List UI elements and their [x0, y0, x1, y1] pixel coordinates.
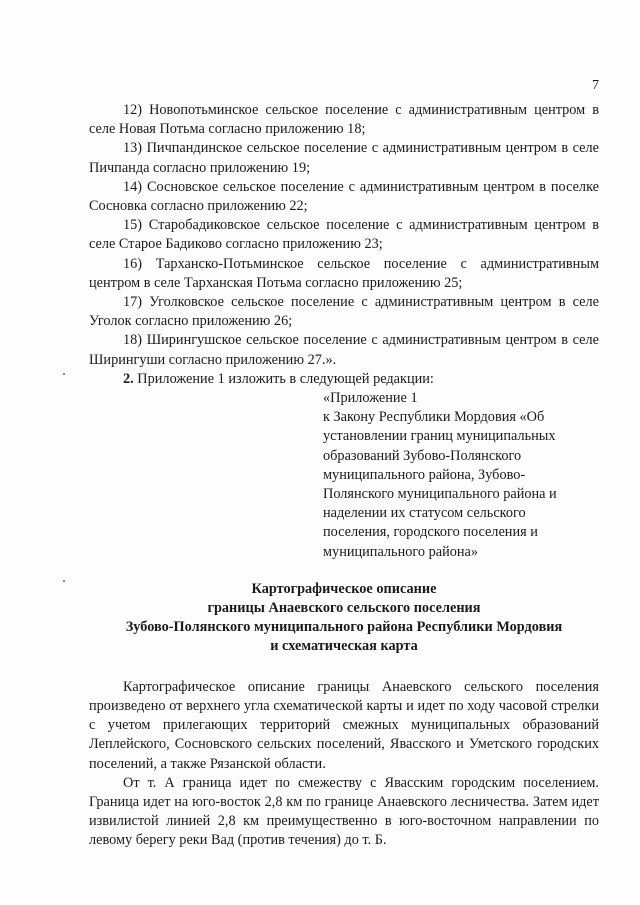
appendix-line: образований Зубово-Полянского [323, 447, 522, 464]
description-paragraph: От т. А граница идет по смежеству с Явасским городским поселением. Граница идет на юго-восток 2,8 км по границе Анаевского лесничества. Затем идет извилистой линией 2,8 км преимущественно в юго-восточном направлении по левому берегу реки Вад (против течения) до т. Б. [89, 774, 599, 849]
scan-artifact [63, 373, 65, 375]
list-item: 16) Тарханско-Потьминское сельское поселение с административным центром в селе Тарханская Потьма согласно приложению 25; [89, 255, 599, 291]
scan-artifact [63, 580, 65, 582]
amendment-number: 2. [123, 370, 134, 387]
appendix-line: Полянского муниципального района и [323, 486, 557, 503]
appendix-line: муниципального района, Зубово- [323, 466, 526, 483]
appendix-line: к Закону Республики Мордовия «Об [323, 409, 545, 426]
list-item: 12) Новопотьминское сельское поселение с административным центром в селе Новая Потьма согласно приложению 18; [89, 102, 599, 138]
title-line: и схематическая карта [270, 638, 418, 655]
list-item: 13) Пичпандинское сельское поселение с административным центром в селе Пичпанда согласно приложению 19; [89, 140, 599, 176]
list-item: 18) Ширингушское сельское поселение с административным центром в селе Ширингуши согласно приложению 27.». [89, 332, 599, 368]
title-line: границы Анаевского сельского поселения [207, 600, 481, 617]
amendment-text: Приложение 1 изложить в следующей редакции: [133, 370, 434, 387]
list-item: 15) Старобадиковское сельское поселение с административным центром в селе Старое Бадиково согласно приложению 23; [89, 217, 599, 253]
title-line: Картографическое описание [251, 580, 437, 597]
document-body [89, 101, 599, 851]
title-line: Зубово-Полянского муниципального района Республики Мордовия [125, 619, 563, 636]
section-title [89, 580, 599, 657]
appendix-header [323, 389, 573, 562]
appendix-line: поселения, городского поселения и [323, 524, 538, 541]
appendix-line: наделении их статусом сельского [323, 505, 526, 522]
appendix-line: «Приложение 1 [323, 390, 418, 407]
page-number: 7 [592, 78, 599, 93]
list-item: 17) Уголковское сельское поселение с административным центром в селе Уголок согласно приложению 26; [89, 294, 599, 330]
appendix-line: муниципального района» [323, 543, 479, 560]
amendment-item [89, 370, 599, 389]
list-item: 14) Сосновское сельское поселение с административным центром в поселке Сосновка согласно приложению 22; [89, 178, 599, 215]
appendix-line: установлении границ муниципальных [323, 428, 556, 445]
description-paragraph: Картографическое описание границы Анаевского сельского поселения произведено от верхнего угла схематической карты и идет по ходу часовой стрелки с учетом прилегающих территорий смежных муниципальных образований Леплейского, Сосновского сельских поселений, Явасского и Уметского городских поселений, а также Рязанской области. [89, 678, 599, 772]
